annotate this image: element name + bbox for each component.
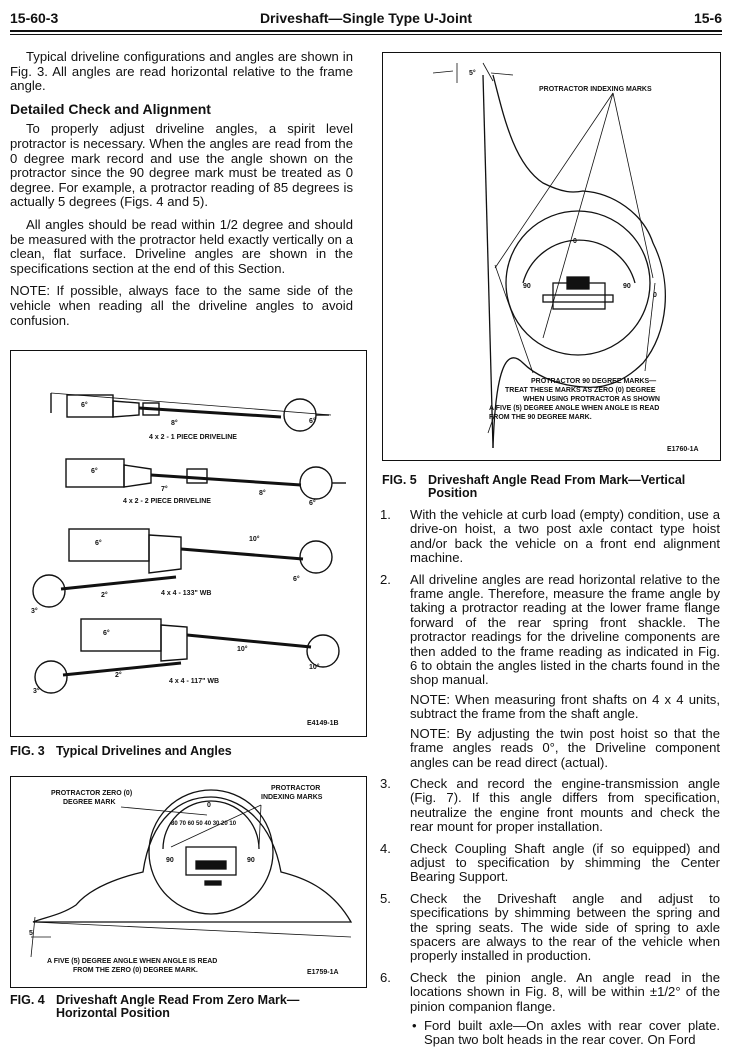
page-header [10,8,722,30]
fig5-bottom-1: PROTRACTOR 90 DEGREE MARKS— [531,378,657,385]
fig4-angle-mark: 5 [29,930,33,937]
figure-4-protractor-horizontal [10,776,367,988]
fig3-code: E4149-1B [307,720,339,727]
left-column-text [10,50,353,336]
page-number-left: 15-60-3 [10,10,59,26]
bullet-icon: • [412,1018,417,1033]
header-rule [10,30,722,32]
fig3-angle-2a: 6° [91,468,98,475]
step-1 [380,508,720,566]
fig5-bottom-5: FROM THE 90 DEGREE MARK. [489,414,592,421]
fig3-angle-3b: 10° [249,536,260,543]
figure-3-drivelines [10,350,367,737]
fig3-angle-4b: 10° [237,646,248,653]
step-number: 5. [380,890,391,906]
procedure-steps [380,508,720,1055]
fig3-angle-4d: 2° [115,672,122,679]
steps-list [380,508,720,1048]
figure-5-drawing [383,53,720,460]
step-number: 6. [380,969,391,985]
fig4-bottom-2: FROM THE ZERO (0) DEGREE MARK. [73,967,198,974]
fig4-code: E1759-1A [307,969,339,976]
fig4-label-index-2: INDEXING MARKS [261,794,323,801]
fig4-label-zero-1: PROTRACTOR ZERO (0) [51,790,133,797]
step-2 [380,573,720,770]
fig3-angle-4e: 3° [33,688,40,695]
paragraph-angles: All angles should be read within 1/2 degree and should be measured with the protractor held exactly vertically on a clean, flat surface. Driveline angles are shown in the specifications section at the end of this Section. [10,216,353,276]
figure-5-caption [382,474,722,500]
section-heading: Detailed Check and Alignment [10,100,211,117]
figure-4-title-2: Horizontal Position [56,1006,170,1020]
fig3-angle-4a: 6° [103,630,110,637]
paragraph-protractor: To properly adjust driveline angles, a spirit level protractor is necessary. When the angles are read from the 0 degree mark record and use the angle shown on the protractor since the 90 degree mark must be treated as 0 degree. For example, a protractor reading of 85 degrees is actually 5 degrees (Figs. 4 and 5). [10,121,353,210]
fig3-label-2: 4 x 2 - 2 PIECE DRIVELINE [123,498,211,505]
fig3-angle-3a: 6° [95,540,102,547]
figure-5-protractor-vertical [382,52,721,461]
fig5-angle-mark: 5° [469,70,476,77]
figure-5-title-1: Driveshaft Angle Read From Mark—Vertical [428,473,686,487]
fig3-angle-4c: 10° [309,664,320,671]
step-text: All driveline angles are read horizontal relative to the frame angle. Therefore, measure the frame angle by taking a protractor reading at the lower frame flange forward of the rear spring front shackle. The protractor readings for the driveline components are then added to the frame reading as indicated in Fig. 6 to obtain the angles listed in the charts found in the shop manual. [410,571,720,688]
fig4-bottom-1: A FIVE (5) DEGREE ANGLE WHEN ANGLE IS READ [47,958,218,965]
fig3-angle-2c: 8° [259,490,266,497]
step-4 [380,842,720,885]
fig3-angle-3c: 6° [293,576,300,583]
bullet-item [410,1019,720,1048]
fig3-angle-1c: 6° [309,418,316,425]
step-text: Check Coupling Shaft angle (if so equipped) and adjust to specification by shimming the Center Bearing Support. [410,840,720,885]
fig3-label-3: 4 x 4 - 133" WB [161,590,212,597]
fig5-bottom-3: WHEN USING PROTRACTOR AS SHOWN [523,396,660,403]
fig3-label-1: 4 x 2 - 1 PIECE DRIVELINE [149,434,237,441]
step-3 [380,777,720,835]
header-rule-thin [10,34,722,35]
figure-4-drawing [11,777,366,987]
fig3-angle-3d: 2° [101,592,108,599]
figure-3-title: Typical Drivelines and Angles [56,744,232,758]
fig4-label-index-1: PROTRACTOR [271,785,321,792]
fig5-bottom-4: A FIVE (5) DEGREE ANGLE WHEN ANGLE IS READ [489,405,660,412]
figure-4-title-1: Driveshaft Angle Read From Zero Mark— [56,993,300,1007]
fig3-angle-1a: 6° [81,402,88,409]
fig4-scale-right: 90 [247,857,255,864]
fig3-angle-2b: 7° [161,486,168,493]
note-paragraph: NOTE: If possible, always face to the same side of the vehicle when reading all the driveline angles to avoid confusion. [10,283,353,328]
page-title: Driveshaft—Single Type U-Joint [259,10,473,26]
step-text: With the vehicle at curb load (empty) condition, use a drive-on hoist, a two post axle contact type hoist and/or back the vehicle on a front end alignment machine. [410,507,720,566]
fig3-angle-2d: 6° [309,500,316,507]
step-text: Check the Driveshaft angle and adjust to specifications by shimming between the spring and the spring seats. The wide side of spring to axle spacers are always to the rear of the vehicle when properly installed in production. [410,890,720,964]
step-number: 2. [380,571,391,587]
step-text: Check the pinion angle. An angle read in the locations shown in Fig. 8, will be within ±1/2° of the pinion companion flange. [410,969,720,1014]
fig4-scale-zero: 0 [207,802,211,809]
fig5-scale-left: 90 [523,283,531,290]
fig5-code: E1760-1A [667,446,699,453]
fig3-angle-3e: 3° [31,608,38,615]
figure-3-drawing [11,351,366,736]
figure-4-caption [10,994,365,1020]
fig5-scale-zero: 0 [573,238,577,245]
step-text: Check and record the engine-transmission angle (Fig. 7). If this angle differs from specification, neutralize the engine front mounts and check the rear mount for proper installation. [410,775,720,835]
fig4-scale: 80 70 60 50 40 30 20 10 [171,821,237,827]
figure-3-caption [10,745,365,758]
step-number: 1. [380,507,391,522]
step-number: 3. [380,775,391,791]
figure-3-number: FIG. 3 [10,744,45,758]
fig5-scale-right: 90 [623,283,631,290]
step-note: NOTE: By adjusting the twin post hoist so that the frame angles reads 0°, the Driveline component angles can be read direct (actual). [410,725,720,770]
step-number: 4. [380,840,391,856]
figure-4-number: FIG. 4 [10,993,45,1007]
step-note: NOTE: When measuring front shafts on 4 x 4 units, subtract the frame from the shaft angle. [410,691,720,722]
fig3-label-4: 4 x 4 - 117" WB [169,678,220,685]
step-5 [380,892,720,964]
fig5-label-index: PROTRACTOR INDEXING MARKS [539,86,652,93]
fig5-bottom-2: TREAT THESE MARKS AS ZERO (0) DEGREE [505,387,656,394]
fig4-label-zero-2: DEGREE MARK [63,799,116,806]
fig5-scale-mark: 0 [653,292,657,299]
fig3-angle-1b: 8° [171,420,178,427]
figure-5-title-2: Position [428,486,478,500]
bullet-text: Ford built axle—On axles with rear cover plate. Span two bolt heads in the rear cover. On Ford [424,1018,720,1048]
step-6 [380,971,720,1048]
intro-paragraph: Typical driveline configurations and angles are shown in Fig. 3. All angles are read horizontal relative to the frame angle. [10,49,353,94]
page-number-right: 15-6 [693,10,722,26]
fig4-scale-left: 90 [166,857,174,864]
figure-5-number: FIG. 5 [382,473,417,487]
